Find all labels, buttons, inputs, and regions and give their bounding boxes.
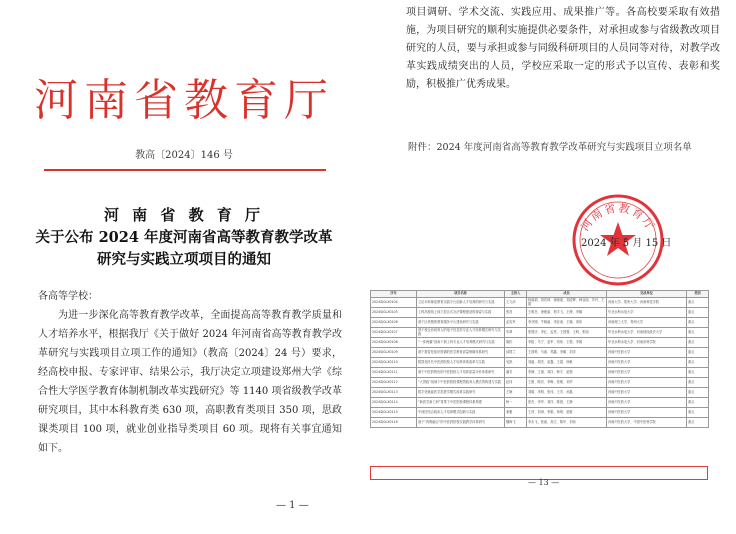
table-cell: 2024SJGLX0107 bbox=[371, 328, 417, 338]
table-cell: 河南中医药大学 bbox=[607, 388, 687, 398]
table-cell: 张杰、李华、刘洋、陈晨、王静 bbox=[527, 398, 607, 408]
table-cell: 刘娟、李明、张伟、王芳、孙磊 bbox=[527, 388, 607, 398]
right-page bbox=[368, 0, 736, 534]
table-cell: 2024SJGLX0116 bbox=[371, 418, 417, 428]
table-cell: 数字化赋能医学类教学模式改革实践研究 bbox=[417, 388, 505, 398]
red-divider-line bbox=[44, 169, 326, 171]
table-cell: “大思政”视域下中医药院校课程思政育人模式的构建与实践 bbox=[417, 378, 505, 388]
table-cell: 河南中医药大学 bbox=[607, 378, 687, 388]
table-cell: 潘芳 bbox=[505, 368, 527, 378]
table-row bbox=[371, 298, 709, 308]
table-cell: 王刚、陈亮、李梅、张敏、刘华 bbox=[527, 378, 607, 388]
project-table bbox=[370, 290, 709, 428]
table-cell: 河南理工大学、郑州大学 bbox=[607, 318, 687, 328]
table-cell: 河南中医药大学、中国中医科学院 bbox=[607, 418, 687, 428]
table-cell: 重点 bbox=[687, 388, 709, 398]
table-cell: 王婉 bbox=[505, 388, 527, 398]
table-cell: 重点 bbox=[687, 378, 709, 388]
table-row bbox=[371, 408, 709, 418]
table-cell: 重点 bbox=[687, 308, 709, 318]
table-row bbox=[371, 318, 709, 328]
table-cell: 中西医结合临床人才培养模式创新与实践 bbox=[417, 408, 505, 418]
table-cell: 重点 bbox=[687, 318, 709, 328]
table-cell: 河南中医药大学 bbox=[607, 348, 687, 358]
table-cell: 河南大学、郑州大学、河南科技学院 bbox=[607, 298, 687, 308]
table-cell: 河南中医药大学 bbox=[607, 368, 687, 378]
red-header-title: 河南省教育厅 bbox=[34, 75, 334, 126]
table-row bbox=[371, 388, 709, 398]
page-number: — 13 — bbox=[528, 478, 560, 487]
salutation: 各高等学校： bbox=[38, 291, 98, 302]
page-number: — 1 — bbox=[276, 500, 309, 511]
table-cell: 杨一 bbox=[505, 398, 527, 408]
table-row bbox=[371, 358, 709, 368]
table-cell: 张国庆、李红、孟昊、王国强、王明、张丽 bbox=[527, 328, 607, 338]
table-cell: 重点 bbox=[687, 398, 709, 408]
table-row bbox=[371, 308, 709, 318]
issue-date: 2024 年 5 月 15 日 bbox=[581, 238, 672, 249]
table-cell: 重点 bbox=[687, 368, 709, 378]
table-cell: 邱国兰 bbox=[505, 348, 527, 358]
table-cell: 2024SJGLX0110 bbox=[371, 358, 417, 368]
table-cell: 2024SJGLX0115 bbox=[371, 408, 417, 418]
table-cell: 基于“四维融合”的中医药院校实践教学体系研究 bbox=[417, 418, 505, 428]
table-row bbox=[371, 368, 709, 378]
table-cell: 赵玮 bbox=[505, 378, 527, 388]
table-cell: 重点 bbox=[687, 328, 709, 338]
table-cell: 魏海飞 bbox=[505, 418, 527, 428]
table-cell: 李铭、马宁、赵军、刘伟、王强、李娟 bbox=[527, 338, 607, 348]
table-row bbox=[371, 378, 709, 388]
table-cell: 基于校企协同育人的电子信息类专业人才培养模式研究与实践 bbox=[417, 328, 505, 338]
table-cell: 王明亮、徐艳丽、邢宇飞、王博、李娜 bbox=[527, 308, 607, 318]
table-row bbox=[371, 328, 709, 338]
continued-paragraph: 项目调研、学术交流、实践应用、成果推广等。各高校要采取有效措施，为项目研究的顺利实施提供必要条件，对承担或参与省级教改项目研究的人员，要与承担或参与同级科研项目的人员同等对待，对教学改革实践成绩突出的人员，学校应采取一定的形式予以宣传、表彰和奖励，积极推广优秀成果。 bbox=[406, 7, 720, 90]
header-cell: 主持人 bbox=[505, 291, 527, 298]
table-cell: 数智化时代中医药院校人才培养体系改革与实践 bbox=[417, 358, 505, 368]
table-cell: 杨丽娟、刘若琦、蒋晓丽、刘清辉、韩亚丽、苏丹、王娟 bbox=[528, 297, 605, 306]
table-row bbox=[371, 348, 709, 358]
table-cell: 工科高校线上线下混合式办法课程建设的探索与实践 bbox=[417, 308, 505, 318]
attachment-note: 附件：2024 年度河南省高等教育教学改革研究与实践项目立项名单 bbox=[408, 142, 692, 153]
header-cell: 成员 bbox=[527, 291, 607, 298]
header-cell: 类别 bbox=[687, 291, 709, 298]
svg-text:河南省教育厅: 河南省教育厅 bbox=[578, 201, 658, 234]
issuer-title: 河 南 省 教 育 厅 bbox=[103, 206, 265, 224]
body-paragraph: 为进一步深化高等教育教学改革，全面提高高等教育教学质量和人才培养水平，根据我厅《关于做好 2024 年河南省高等教育教学改革研究与实践项目立项工作的通知》（教高〔2024〕24 号）要求，经高校申报、专家评审、结果公示，我厅决定立项建设郑州大学《综合性大学医学教育体制机制改革实践研究》等 1140 项省级教学改革研究项目，其中本科教育类 630 项，高职教育类项目 350 项，思政课类项目 100 项，就业创业指导类项目 60 项。现将有关事宜通知如下。 bbox=[38, 310, 342, 454]
table-cell: 姜雅 bbox=[505, 408, 527, 418]
table-cell: 河南中医药大学 bbox=[607, 408, 687, 418]
table-cell: 立足本科师范教育实践平台创新人才培养的研究与实践 bbox=[417, 298, 505, 308]
table-header-row bbox=[371, 291, 709, 298]
table-cell: “一体两翼”视角下新工科专业人才培养模式研究与实践 bbox=[417, 338, 505, 348]
table-cell: 重点 bbox=[687, 348, 709, 358]
table-cell: 重点 bbox=[687, 358, 709, 368]
table-row bbox=[371, 398, 709, 408]
table-cell: 李永飞、张丽、高江、陈华、刘伟 bbox=[527, 418, 607, 428]
header-cell: 完成单位 bbox=[607, 291, 687, 298]
table-cell: 2024SJGLX0112 bbox=[371, 378, 417, 388]
table-cell: 基于区块链的教育服务平台建设研究与实践 bbox=[417, 318, 505, 328]
table-cell: 华北水利水电大学、河南财经政法大学 bbox=[607, 328, 687, 338]
table-cell: 重点 bbox=[687, 338, 709, 348]
document-number: 教高〔2024〕146 号 bbox=[135, 150, 233, 161]
table-cell: 王萍、刘涛、李娟、杨明、赵敏 bbox=[527, 408, 607, 418]
table-cell: 张昌 bbox=[505, 308, 527, 318]
table-cell: 王文沛 bbox=[505, 298, 527, 308]
table-row bbox=[371, 338, 709, 348]
table-cell: 重点 bbox=[687, 418, 709, 428]
table-cell: 胡松 bbox=[505, 338, 527, 348]
table-cell: 基于数智化知识图谱的医学教育质量保障体系研究 bbox=[417, 348, 505, 358]
table-cell: 2024SJGLX0113 bbox=[371, 388, 417, 398]
table-cell: “新医学新工科”背景下中医院校课程体系构建 bbox=[417, 398, 505, 408]
table-cell: 华北水利水电大学、河南省科学院 bbox=[607, 338, 687, 348]
header-cell: 项目名称 bbox=[417, 291, 505, 298]
notice-title-line1: 关于公布 2024 年度河南省高等教育教学改革 bbox=[35, 229, 333, 246]
table-cell: 2024SJGLX0104 bbox=[371, 298, 417, 308]
table-cell: 重点 bbox=[687, 298, 709, 308]
table-cell: 2024SJGLX0109 bbox=[371, 348, 417, 358]
notice-title-line2: 研究与实践立项项目的通知 bbox=[97, 251, 271, 268]
table-cell: 孟宪军 bbox=[505, 318, 527, 328]
table-cell: 王国栋、马丽、郑鑫、李娜、刘洋 bbox=[527, 348, 607, 358]
table-cell: 河南中医药大学 bbox=[607, 398, 687, 408]
table-row bbox=[371, 418, 709, 428]
table-cell: 基于中医药特色的中医院校人才培养质量评价体系研究 bbox=[417, 368, 505, 378]
table-cell: 朱翠 bbox=[505, 328, 527, 338]
table-cell: 河南中医药大学 bbox=[607, 358, 687, 368]
table-cell: 2024SJGLX0114 bbox=[371, 398, 417, 408]
table-cell: 2024SJGLX0111 bbox=[371, 368, 417, 378]
table-cell: 2024SJGLX0106 bbox=[371, 318, 417, 328]
table-cell: 李静、王丽、刘洋、韩宇、赵强 bbox=[527, 368, 607, 378]
table-cell: 重点 bbox=[687, 408, 709, 418]
table-cell: 2024SJGLX0105 bbox=[371, 308, 417, 318]
table-cell: 吴凯 bbox=[505, 358, 527, 368]
header-cell: 序号 bbox=[371, 291, 417, 298]
table-cell: 李彦刚、牛晓丽、李亚南、王娜、刘伟 bbox=[527, 318, 607, 328]
table-cell: 2024SJGLX0108 bbox=[371, 338, 417, 348]
table-cell: 刘毅、胡杰、赵鑫、王超、杨帆 bbox=[527, 358, 607, 368]
table-cell: 华北水利水电大学 bbox=[607, 308, 687, 318]
